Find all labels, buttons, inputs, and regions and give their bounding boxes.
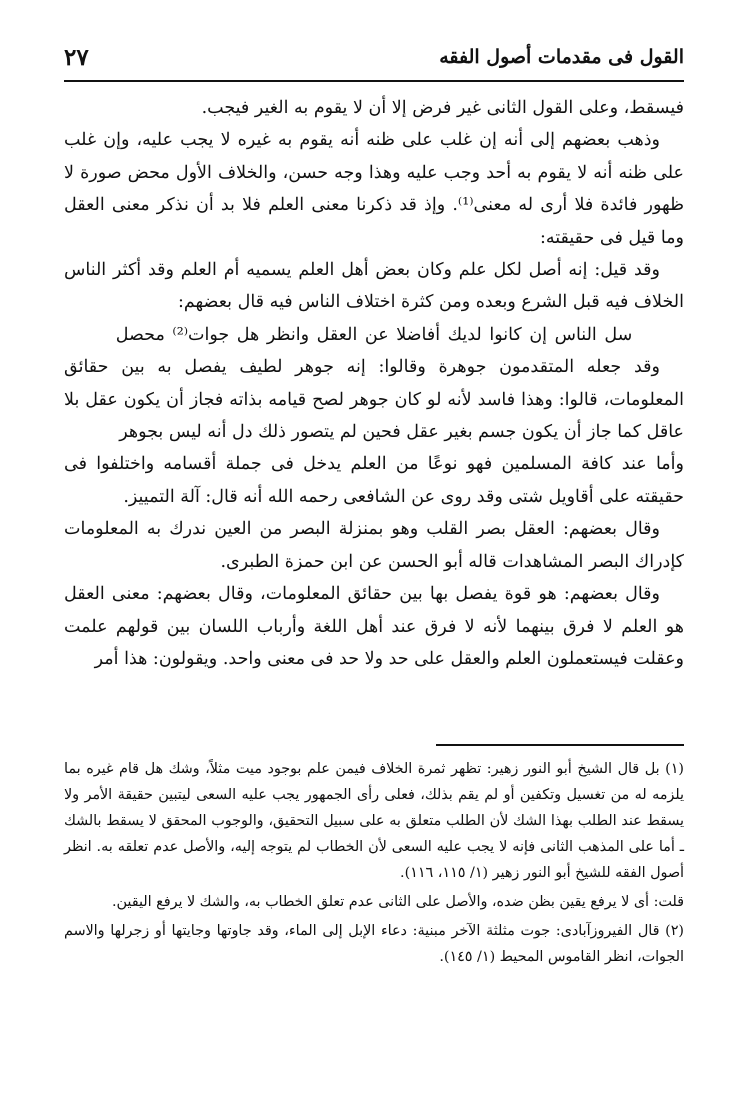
paragraph: وقد قيل: إنه أصل لكل علم وكان بعض أهل العلم يسميه أم العلم وقد أكثر الناس الخلاف فيه قبل الشرع وبعده ومن كثرة اختلاف الناس فيه قال بعضهم: [64, 260, 684, 313]
paragraph: وذهب بعضهم إلى أنه إن غلب على ظنه أنه يقوم به غيره لا يجب عليه، وإن غلب على ظنه أنه لا يقوم به أحد وجب عليه وهذا وجه حسن، والخلاف الأول محض صورة لا ظهور فائدة فلا أرى له معنى⁽¹⁾. وإذ قد ذكرنا معنى العلم فلا بد أن نذكر معنى العقل وما قيل فى حقيقته: [64, 130, 684, 248]
main-text [64, 92, 684, 675]
footnote-comment: قلت: أى لا يرفع يقين بظن ضده، والأصل على الثانى عدم تعلق الخطاب به، والشك لا يرفع اليقين. [111, 894, 684, 910]
paragraph: وقال بعضهم: هو قوة يفصل بها بين حقائق المعلومات، وقال بعضهم: معنى العقل هو العلم لا فرق بينهما لأنه لا فرق عند أهل اللغة وأرباب اللسان بين قولهم علمت وعقلت فيستعملون العلم والعقل على حد ولا حد فى معنى واحد. ويقولون: هذا أمر [64, 584, 684, 669]
page-number: ٢٧ [64, 44, 89, 71]
poem-verse: سل الناس إن كانوا لديك أفاضلا عن العقل وانظر هل جوات⁽²⁾ محصل [115, 324, 633, 345]
footnote-1: (١) بل قال الشيخ أبو النور زهير: تظهر ثمرة الخلاف فيمن علم بوجود ميت مثلاً، وشك هل قام غيره بما يلزمه له من تغسيل وتكفين أو لم يقم بذلك، فعلى رأى الجمهور يجب عليه السعى ليتبين حقيقة الأمر ولا يسقط عند الطلب بهذا الشك لأن الطلب متعلق به على سبيل التحقيق، والوجوب المحقق لا يسقط بالشك ـ أما على المذهب الثانى فإنه لا يجب عليه السعى لأن الخطاب لم يتوجه إليه، والأصل عدم تعلقه به. انظر أصول الفقه للشيخ أبو النور زهير (١/ ١١٥، ١١٦). [64, 761, 684, 881]
running-header [64, 44, 684, 74]
footnote-2: (٢) قال الفيروزآبادى: جوت مثلثة الآخر مبنية: دعاء الإبل إلى الماء، وقد جاوتها وجايتها أو زجرلها والاسم الجوات، انظر القاموس المحيط (١/ ١٤٥). [64, 923, 684, 965]
footnote-rule [436, 744, 684, 746]
header-rule [64, 80, 684, 82]
paragraph: وأما عند كافة المسلمين فهو نوعًا من العلم يدخل فى جملة أقسامه واختلفوا فى حقيقته على أقاويل شتى وقد روى عن الشافعى رحمه الله أنه قال: آلة التمييز. [64, 454, 684, 507]
paragraph: وقال بعضهم: العقل بصر القلب وهو بمنزلة البصر من العين ندرك به المعلومات كإدراك البصر المشاهدات قاله أبو الحسن عن ابن حمزة الطبرى. [64, 519, 684, 572]
paragraph: فيسقط، وعلى القول الثانى غير فرض إلا أن لا يقوم به الغير فيجب. [201, 98, 684, 118]
footnotes [64, 756, 684, 973]
running-title: القول فى مقدمات أصول الفقه [439, 46, 684, 68]
paragraph: وقد جعله المتقدمون جوهرة وقالوا: إنه جوهر لطيف يفصل به بين حقائق المعلومات، قالوا: وهذا فاسد لأنه لو كان جوهر لصح قيامه بذاته فجاز أن يكون عقل بلا عاقل كما جاز أن يكون جسم بغير عقل فحين لم يتصور ذلك دل أنه ليس بجوهر [64, 357, 684, 443]
